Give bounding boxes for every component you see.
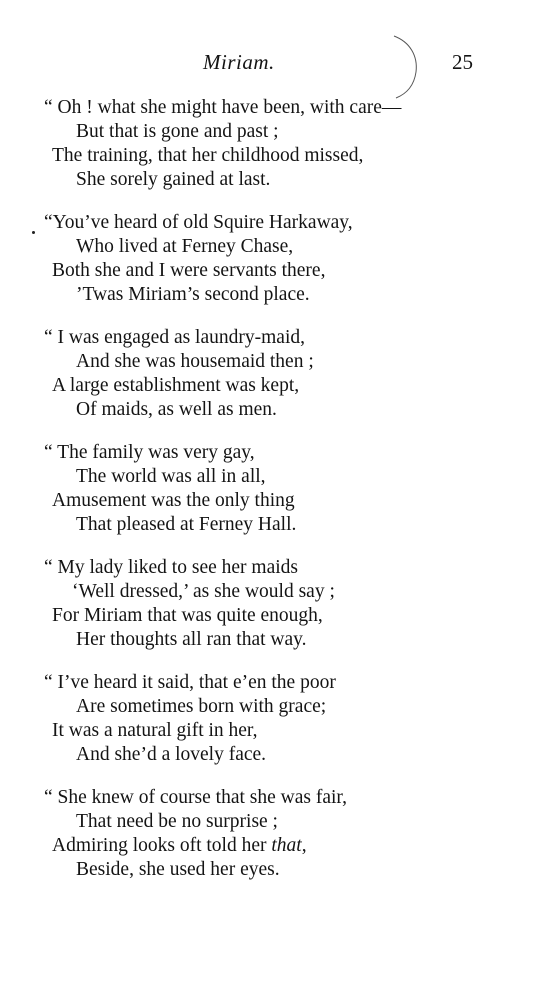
poem-line: That need be no surprise ; [76, 811, 278, 832]
poem-line: ‘Well dressed,’ as she would say ; [72, 581, 335, 602]
poem-line: “ I’ve heard it said, that e’en the poor [44, 672, 336, 693]
poem-line: A large establishment was kept, [52, 375, 300, 396]
poem-line: Her thoughts all ran that way. [76, 629, 307, 650]
poem-line: Are sometimes born with grace; [76, 696, 327, 717]
poem-line: “ Oh ! what she might have been, with care— [44, 97, 402, 118]
page-number: 25 [452, 50, 473, 74]
poem-line: “You’ve heard of old Squire Harkaway, [44, 212, 353, 233]
poem-line: She sorely gained at last. [76, 169, 271, 190]
poem-line: “ My lady liked to see her maids [44, 557, 298, 578]
printing-speck [32, 231, 35, 234]
poem-line: That pleased at Ferney Hall. [76, 514, 297, 535]
poem-line: “ The family was very gay, [44, 442, 255, 463]
poem-line: Admiring looks oft told her that, [52, 835, 307, 856]
poem-line: It was a natural gift in her, [52, 720, 258, 741]
page-edge-mark-icon [392, 32, 426, 102]
emphasized-word: that [271, 835, 302, 856]
poem-line: And she’d a lovely face. [76, 744, 267, 765]
poem-line: And she was housemaid then ; [76, 351, 314, 372]
poem-line: Both she and I were servants there, [52, 260, 326, 281]
poem-line: Of maids, as well as men. [76, 399, 277, 420]
poem-line: ’Twas Miriam’s second place. [76, 284, 310, 305]
poem-line: Beside, she used her eyes. [76, 859, 280, 880]
poem-line: The training, that her childhood missed, [52, 145, 364, 166]
poem-line: “ She knew of course that she was fair, [44, 787, 347, 808]
poem-line: Who lived at Ferney Chase, [76, 236, 294, 257]
poem-line: Amusement was the only thing [52, 490, 295, 511]
running-title: Miriam. [203, 50, 275, 74]
poem-line: “ I was engaged as laundry-maid, [44, 327, 305, 348]
poem-line: But that is gone and past ; [76, 121, 279, 142]
poem-line: For Miriam that was quite enough, [52, 605, 323, 626]
poem-line: The world was all in all, [76, 466, 266, 487]
running-head [0, 50, 556, 80]
